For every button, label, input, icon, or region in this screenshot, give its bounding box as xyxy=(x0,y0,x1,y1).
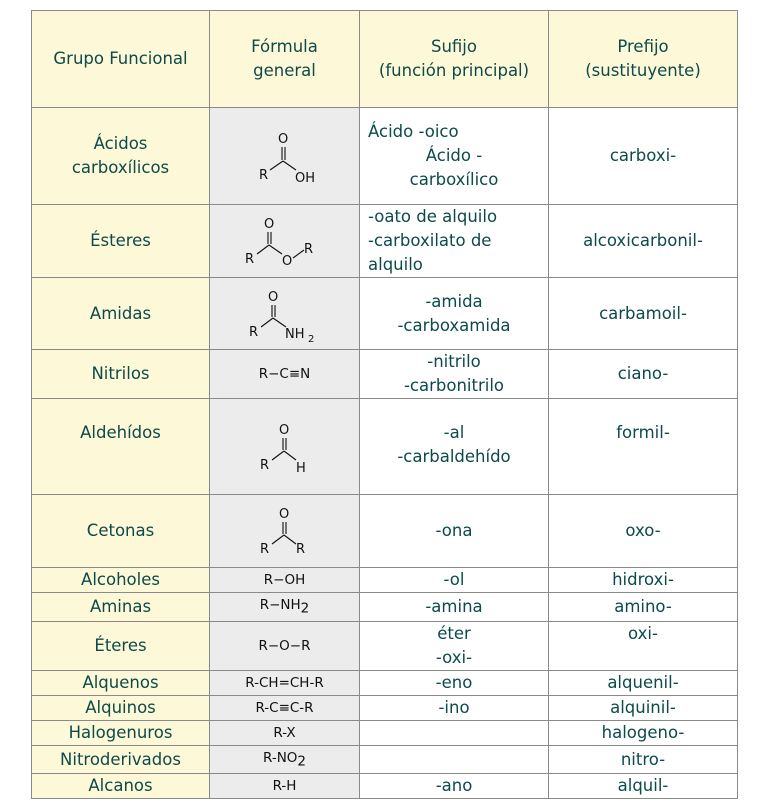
group-name: Nitrilos xyxy=(32,350,210,399)
formula-structure: R-H xyxy=(210,774,360,799)
prefix-cell: nitro- xyxy=(549,745,738,774)
svg-text:O: O xyxy=(277,132,288,147)
prefix-cell: hidroxi- xyxy=(549,568,738,593)
table-row xyxy=(32,278,738,350)
prefix-cell: alquinil- xyxy=(549,695,738,720)
prefix-cell: alquil- xyxy=(549,774,738,799)
group-name: Halogenuros xyxy=(32,720,210,745)
formula-structure: R−C≡N xyxy=(210,350,360,399)
svg-text:2: 2 xyxy=(307,333,314,344)
prefix-cell: oxi- xyxy=(549,621,738,670)
group-name: Amidas xyxy=(32,278,210,350)
table-row xyxy=(32,495,738,568)
suffix-cell: -ano xyxy=(360,774,549,799)
svg-text:OH: OH xyxy=(294,171,315,186)
suffix-cell: -oato de alquilo -carboxilato de alquilo xyxy=(360,205,549,278)
prefix-cell: alquenil- xyxy=(549,670,738,695)
header-formula: Fórmula general xyxy=(210,11,360,108)
group-name: Aminas xyxy=(32,593,210,622)
svg-text:O: O xyxy=(278,507,289,522)
suffix-cell: -nitrilo -carbonitrilo xyxy=(360,350,549,399)
svg-text:R: R xyxy=(303,242,313,257)
svg-text:R: R xyxy=(244,252,254,267)
table-row xyxy=(32,108,738,205)
table-row xyxy=(32,621,738,670)
table-row xyxy=(32,399,738,495)
table-row xyxy=(32,568,738,593)
formula-structure xyxy=(210,495,360,568)
table-row xyxy=(32,205,738,278)
group-name: Alquenos xyxy=(32,670,210,695)
functional-groups-table-container xyxy=(31,10,737,799)
ester-structure xyxy=(240,211,330,271)
suffix-cell: -ona xyxy=(360,495,549,568)
svg-text:R: R xyxy=(248,324,258,340)
prefix-cell: ciano- xyxy=(549,350,738,399)
group-name: Alcanos xyxy=(32,774,210,799)
svg-text:O: O xyxy=(267,289,278,305)
group-name: Ácidos carboxílicos xyxy=(32,108,210,205)
amide-structure xyxy=(240,284,330,344)
prefix-cell: carbamoil- xyxy=(549,278,738,350)
svg-text:NH: NH xyxy=(284,326,304,342)
formula-structure: R−O−R xyxy=(210,621,360,670)
suffix-cell: -ino xyxy=(360,695,549,720)
formula-structure xyxy=(210,399,360,495)
prefix-cell: formil- xyxy=(549,399,738,495)
suffix-cell: -al -carbaldehído xyxy=(360,399,549,495)
table-row xyxy=(32,720,738,745)
table-row xyxy=(32,774,738,799)
prefix-cell: alcoxicarbonil- xyxy=(549,205,738,278)
functional-groups-table xyxy=(31,10,738,799)
formula-structure: $R-NH_2$ xyxy=(210,593,360,622)
header-row xyxy=(32,11,738,108)
prefix-cell: halogeno- xyxy=(549,720,738,745)
group-name: Cetonas xyxy=(32,495,210,568)
group-name: Éteres xyxy=(32,621,210,670)
formula-structure: R-C≡C-R xyxy=(210,695,360,720)
svg-text:O: O xyxy=(281,254,292,269)
table-row xyxy=(32,350,738,399)
header-prefijo: Prefijo (sustituyente) xyxy=(549,11,738,108)
group-name: Alcoholes xyxy=(32,568,210,593)
svg-text:O: O xyxy=(263,217,274,232)
table-row xyxy=(32,593,738,622)
table-row xyxy=(32,695,738,720)
suffix-cell: Ácido -oico Ácido - carboxílico xyxy=(360,108,549,205)
aldehyde-structure xyxy=(250,417,320,477)
formula-structure: R-X xyxy=(210,720,360,745)
formula-structure: R−OH xyxy=(210,568,360,593)
header-sufijo: Sufijo (función principal) xyxy=(360,11,549,108)
svg-text:R: R xyxy=(259,457,269,473)
table-row xyxy=(32,745,738,774)
svg-text:O: O xyxy=(278,422,289,438)
suffix-cell: -ol xyxy=(360,568,549,593)
ketone-structure xyxy=(250,501,320,561)
group-name: Aldehídos xyxy=(32,399,210,495)
group-name: Nitroderivados xyxy=(32,745,210,774)
suffix-cell: -amina xyxy=(360,593,549,622)
group-name: Alquinos xyxy=(32,695,210,720)
suffix-cell: -amida -carboxamida xyxy=(360,278,549,350)
prefix-cell: carboxi- xyxy=(549,108,738,205)
formula-structure xyxy=(210,108,360,205)
formula-structure xyxy=(210,205,360,278)
suffix-cell xyxy=(360,720,549,745)
suffix-cell: éter -oxi- xyxy=(360,621,549,670)
prefix-cell: amino- xyxy=(549,593,738,622)
group-name: Ésteres xyxy=(32,205,210,278)
suffix-cell: -eno xyxy=(360,670,549,695)
svg-text:R: R xyxy=(259,542,269,557)
formula-structure: $R-NO_2$ xyxy=(210,745,360,774)
header-grupo: Grupo Funcional xyxy=(32,11,210,108)
carboxylic-acid-structure xyxy=(245,126,325,186)
svg-text:R: R xyxy=(295,542,305,557)
suffix-cell xyxy=(360,745,549,774)
table-row xyxy=(32,670,738,695)
svg-text:H: H xyxy=(295,460,306,476)
formula-structure xyxy=(210,278,360,350)
prefix-cell: oxo- xyxy=(549,495,738,568)
formula-structure: R-CH=CH-R xyxy=(210,670,360,695)
svg-text:R: R xyxy=(258,168,268,183)
